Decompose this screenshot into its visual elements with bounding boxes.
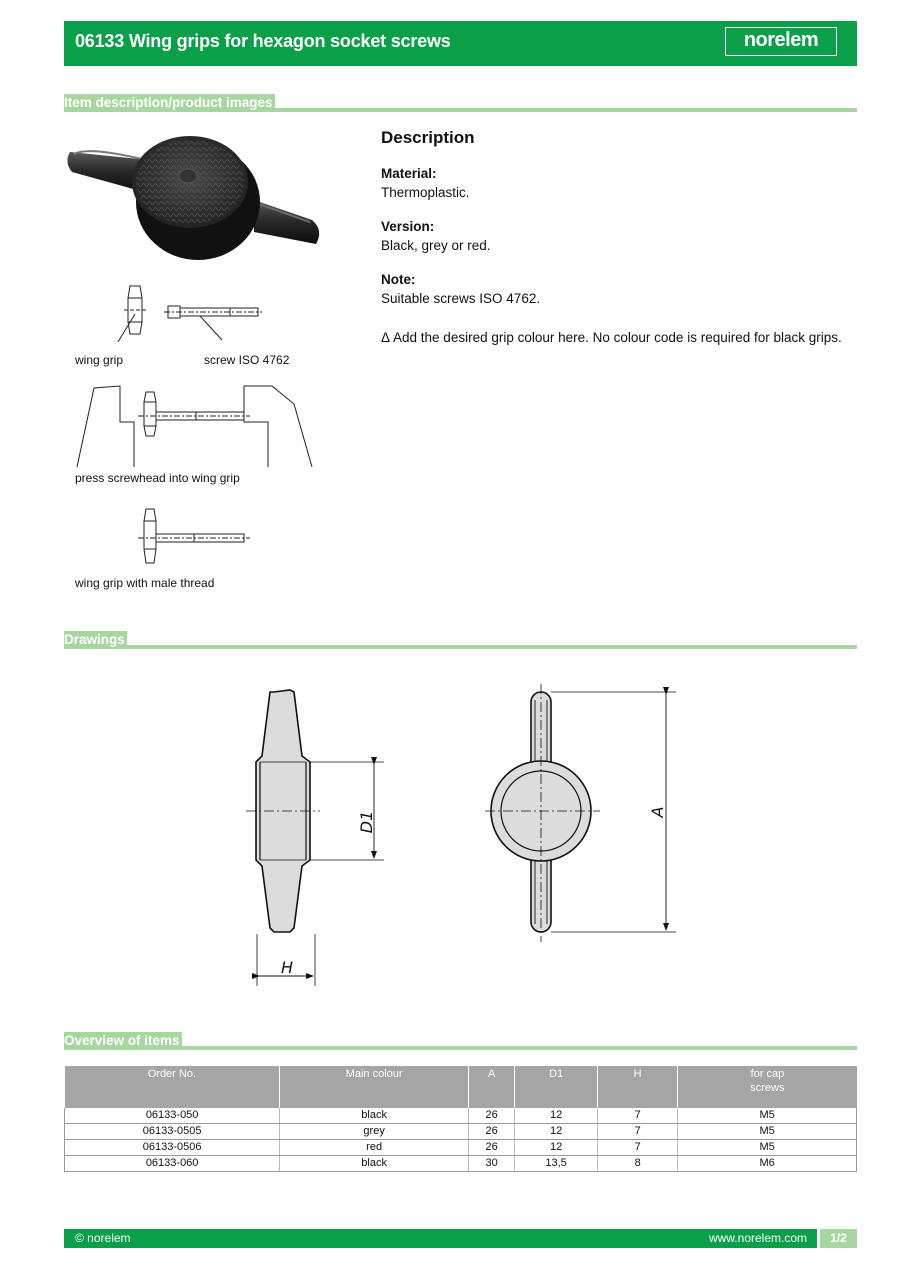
cell-d1: 12 [515,1124,598,1140]
product-photo [64,122,324,270]
material-value: Thermoplastic. [381,185,470,200]
note-value: Suitable screws ISO 4762. [381,291,541,306]
cell-screw: M6 [678,1156,857,1172]
material-block [381,164,851,202]
cell-a: 30 [469,1156,515,1172]
wing-grip-screw-diagram [90,280,270,350]
section-label: Overview of items [64,1033,180,1048]
header-order-no: Order No. [65,1066,280,1108]
caption-male-thread: wing grip with male thread [75,576,215,590]
table-row [65,1156,857,1172]
dimension-label-d1: D1 [357,810,376,834]
table-row [65,1124,857,1140]
cell-order-no: 06133-0506 [65,1140,280,1156]
description-block [381,128,851,347]
cell-order-no: 06133-050 [65,1108,280,1124]
table-row [65,1140,857,1156]
section-rule [64,645,857,649]
material-label: Material: [381,166,437,181]
cell-a: 26 [469,1108,515,1124]
dimension-label-h: H [280,958,294,977]
table-row [65,1108,857,1124]
header-main-colour: Main colour [280,1066,469,1108]
section-drawings [64,628,857,649]
cell-colour: red [280,1140,469,1156]
cell-h: 7 [598,1124,678,1140]
section-rule [64,1046,857,1050]
cell-screw: M5 [678,1140,857,1156]
page-number: 1/2 [820,1229,857,1248]
cell-a: 26 [469,1124,515,1140]
caption-wing-grip: wing grip [75,353,124,367]
table-header-row [65,1066,857,1108]
cell-d1: 13,5 [515,1156,598,1172]
cell-h: 8 [598,1156,678,1172]
version-block [381,217,851,255]
header-d1: D1 [515,1066,598,1108]
logo-text: norelem [743,29,819,51]
cell-d1: 12 [515,1140,598,1156]
caption-press: press screwhead into wing grip [75,471,240,485]
norelem-logo [725,27,837,56]
cell-colour: black [280,1156,469,1172]
footer-website-link[interactable]: www.norelem.com [708,1231,807,1245]
section-label: Item description/product images [64,95,273,110]
section-overview [64,1029,857,1050]
page-footer [64,1229,857,1248]
cell-h: 7 [598,1108,678,1124]
header-cap-screws: for cap screws [678,1066,857,1108]
header-a: A [469,1066,515,1108]
cell-a: 26 [469,1140,515,1156]
section-item-description [64,91,857,112]
cell-screw: M5 [678,1108,857,1124]
dimension-label-a: A [648,806,667,818]
footer-copyright: © norelem [75,1231,131,1245]
footer-bar [64,1229,817,1248]
technical-drawing [230,680,710,1000]
male-thread-diagram [130,505,255,570]
cell-order-no: 06133-060 [65,1156,280,1172]
items-table [64,1066,857,1172]
press-screwhead-diagram [72,382,317,470]
section-label: Drawings [64,632,125,647]
cell-screw: M5 [678,1124,857,1140]
cell-colour: grey [280,1124,469,1140]
header-h: H [598,1066,678,1108]
version-value: Black, grey or red. [381,238,491,253]
caption-screw: screw ISO 4762 [204,353,290,367]
note-label: Note: [381,272,416,287]
description-heading: Description [381,128,475,147]
colour-note: Δ Add the desired grip colour here. No colour code is required for black grips. [381,330,842,345]
page-header [64,21,857,66]
page-title: 06133 Wing grips for hexagon socket screws [75,31,451,51]
cell-colour: black [280,1108,469,1124]
cell-order-no: 06133-0505 [65,1124,280,1140]
cell-h: 7 [598,1140,678,1156]
note-block [381,270,851,308]
cell-d1: 12 [515,1108,598,1124]
version-label: Version: [381,219,435,234]
